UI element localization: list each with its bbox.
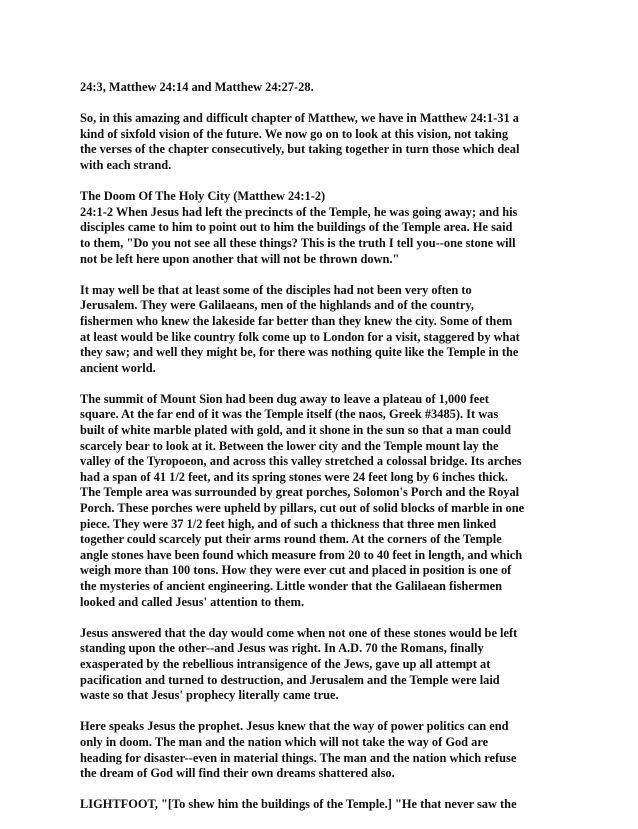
text-line: So, in this amazing and difficult chapter of Matthew, we have in Matthew 24:1-31 a	[80, 111, 519, 126]
text-line: Here speaks Jesus the prophet. Jesus knew that the way of power politics can end	[80, 719, 509, 734]
text-line: Porch. These porches were upheld by pillars, cut out of solid blocks of marble in one	[80, 501, 525, 516]
paragraph-jesus-answered	[80, 626, 558, 704]
text-line: ancient world.	[80, 360, 156, 375]
text-line: not be left here upon another that will not be thrown down."	[80, 251, 400, 266]
text-line: The Temple area was surrounded by great porches, Solomon's Porch and the Royal	[80, 485, 520, 500]
paragraph-intro	[80, 111, 558, 173]
text-line: piece. They were 37 1/2 feet high, and of such a thickness that three men linked	[80, 516, 497, 531]
text-line: with each strand.	[80, 157, 172, 172]
text-line: the mysteries of ancient engineering. Little wonder that the Galilaean fishermen	[80, 579, 503, 593]
paragraph-reference	[80, 80, 558, 96]
text-line: LIGHTFOOT, "[To shew him the buildings of the Temple.] "He that never saw the	[80, 797, 517, 812]
text-line: only in doom. The man and the nation which will not take the way of God are	[80, 734, 489, 749]
text-line: fishermen who knew the lakeside far better than they knew the city. Some of them	[80, 313, 513, 328]
text-line: weigh more than 100 tons. How they were ever cut and placed in position is one of	[80, 563, 512, 578]
text-line: they saw; and well they might be, for there was nothing quite like the Temple in the	[80, 345, 519, 360]
text-line: The summit of Mount Sion had been dug away to leave a plateau of 1,000 feet	[80, 391, 489, 406]
document-page	[80, 80, 558, 829]
paragraph-mount-sion	[80, 392, 558, 610]
text-line: heading for disaster--even in material things. The man and the nation which refuse	[80, 750, 517, 765]
text-line: built of white marble plated with gold, and it shone in the sun so that a man could	[80, 423, 511, 438]
text-line: exasperated by the rebellious intransigence of the Jews, gave up all attempt at	[80, 656, 491, 671]
text-line: kind of sixfold vision of the future. We now go on to look at this vision, not taking	[80, 126, 509, 141]
text-line: to them, "Do you not see all these things? This is the truth I tell you--one stone will	[80, 235, 516, 250]
text-line: pacification and turned to destruction, and Jerusalem and the Temple were laid	[80, 672, 500, 687]
text-line: It may well be that at least some of the disciples had not been very often to	[80, 282, 472, 297]
text-line: waste so that Jesus' prophecy literally came true.	[80, 688, 339, 703]
paragraph-disciples	[80, 283, 558, 377]
text-line: the verses of the chapter consecutively, but taking together in turn those which deal	[80, 142, 520, 157]
text-line: at least would be like country folk come up to London for a visit, staggered by what	[80, 329, 520, 344]
text-line: scarcely bear to look at it. Between the lower city and the Temple mount lay the	[80, 438, 499, 453]
text-line: looked and called Jesus' attention to them.	[80, 594, 305, 609]
text-line: the dream of God will find their own dreams shattered also.	[80, 766, 395, 781]
text-line: square. At the far end of it was the Temple itself (the naos, Greek #3485). It was	[80, 407, 499, 422]
paragraph-doom-of-holy-city	[80, 189, 558, 267]
section-heading: The Doom Of The Holy City (Matthew 24:1-2)	[80, 189, 326, 204]
text-line: 24:1-2 When Jesus had left the precincts of the Temple, he was going away; and his	[80, 204, 518, 219]
text-line: valley of the Tyropoeon, and across this valley stretched a colossal bridge. Its arches	[80, 454, 522, 469]
text-line: standing upon the other--and Jesus was right. In A.D. 70 the Romans, finally	[80, 641, 484, 656]
text-line: angle stones have been found which measure from 20 to 40 feet in length, and which	[80, 547, 523, 562]
text-line: 24:3, Matthew 24:14 and Matthew 24:27-28.	[80, 80, 314, 94]
paragraph-jesus-prophet	[80, 719, 558, 781]
paragraph-lightfoot	[80, 797, 558, 813]
text-line: Jesus answered that the day would come when not one of these stones would be left	[80, 625, 518, 640]
text-line: Jerusalem. They were Galilaeans, men of the highlands and of the country,	[80, 298, 474, 313]
text-line: had a span of 41 1/2 feet, and its spring stones were 24 feet long by 6 inches thick.	[80, 469, 508, 484]
text-line: disciples came to him to point out to him the buildings of the Temple area. He said	[80, 220, 513, 235]
text-line: together could scarcely put their arms round them. At the corners of the Temple	[80, 532, 502, 547]
